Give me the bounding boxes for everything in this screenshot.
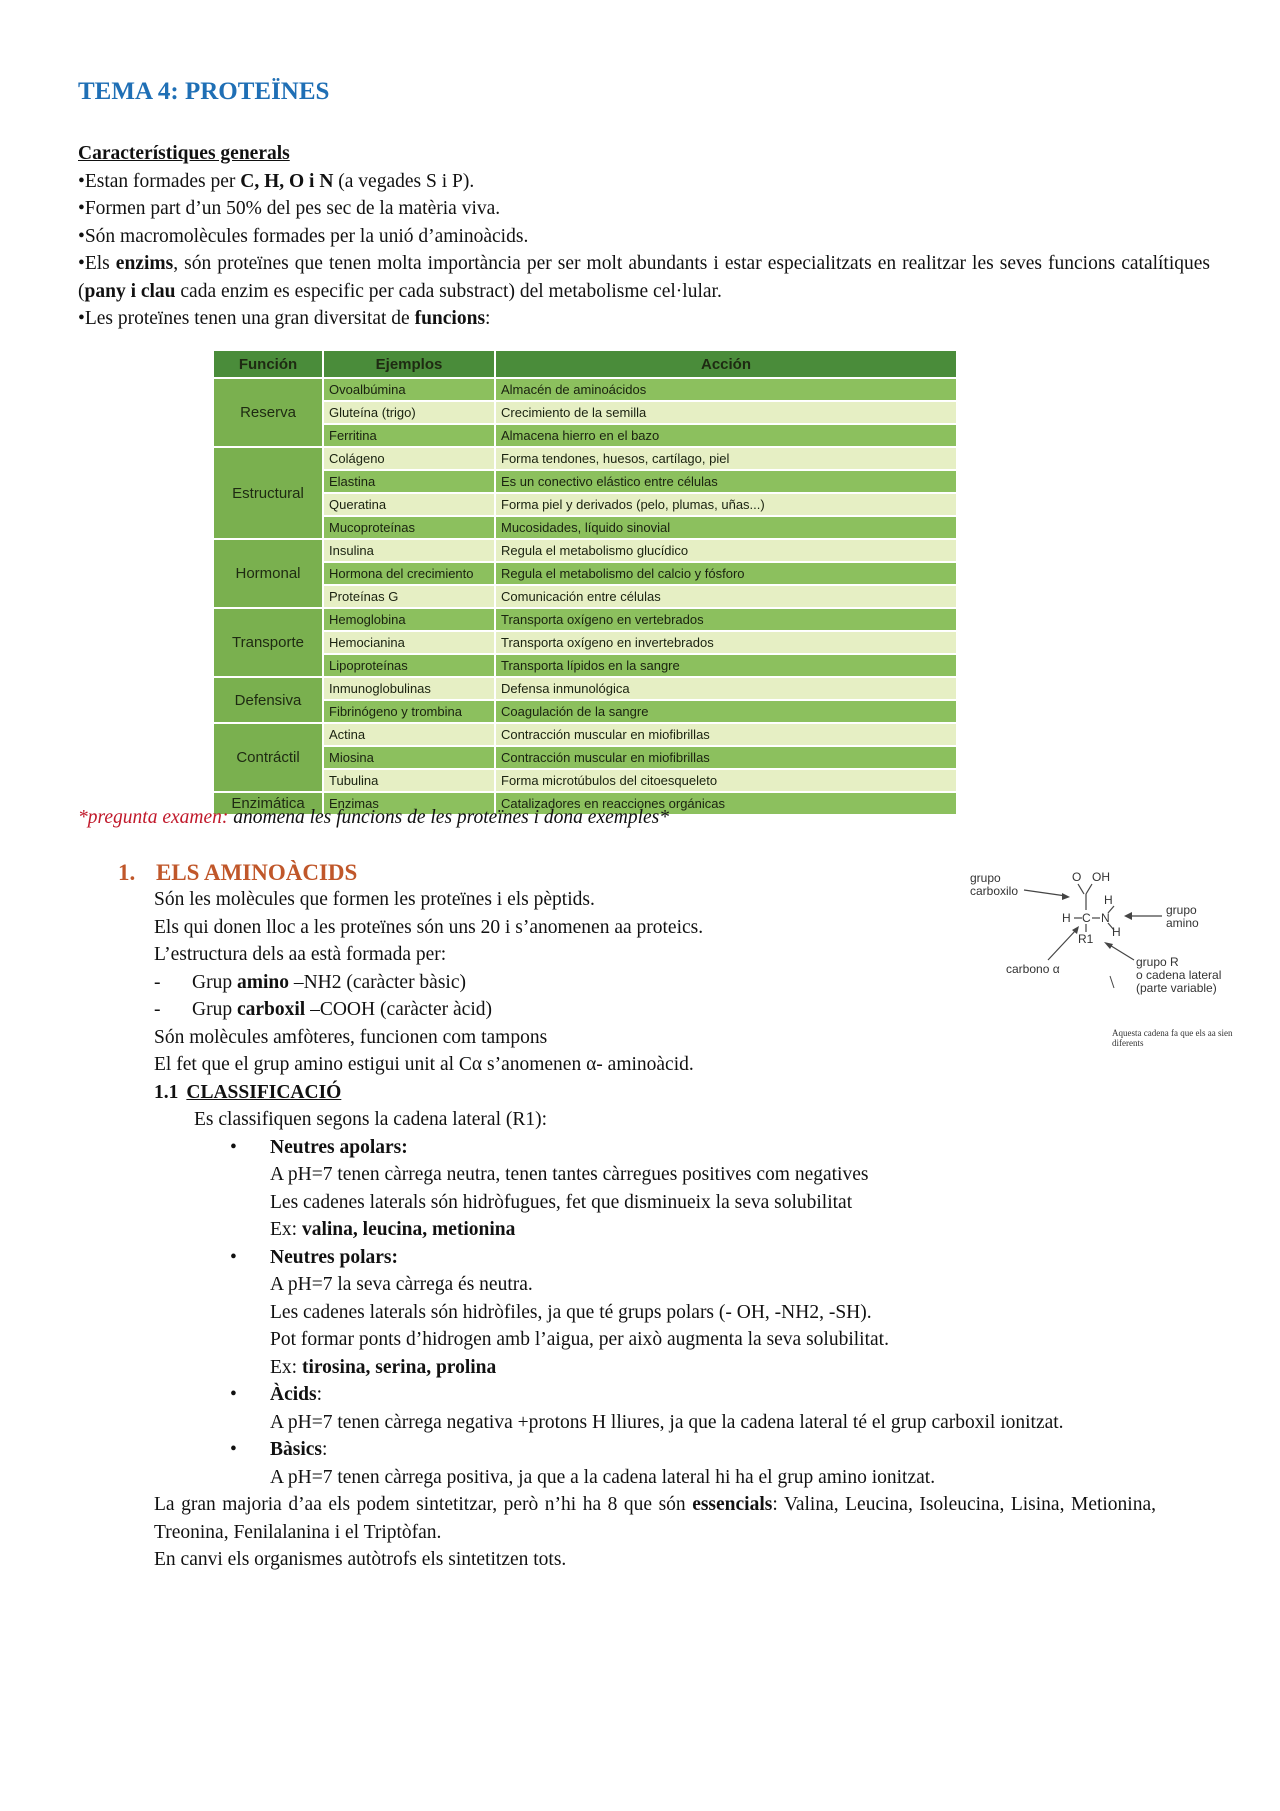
function-cell: Estructural [213,447,323,539]
text-line: Són les molècules que formen les proteïnes i els pèptids. [154,889,595,910]
example-cell: Hormona del crecimiento [323,562,495,585]
bullet-functions: •Les proteïnes tenen una gran diversitat de funcions: [78,308,491,329]
function-cell: Enzimática [213,792,323,815]
example-cell: Fibrinógeno y trombina [323,700,495,723]
function-cell: Reserva [213,378,323,447]
page-title: TEMA 4: PROTEÏNES [78,78,330,105]
amino-acids-section: Són les molècules que formen les proteïnes i els pèptids. Els qui donen lloc a les proteïnes són uns 20 i s’anomenen aa proteics. L’estructura dels aa està formada per: - Grup amino –NH2 (caràcter bàsic) - Grup carboxil –COOH (caràcter àcid) Són molècules amfòteres, funcionen com tampons El fet que el grup amino estigui unit al Cα s’anomenen α- aminoàcid. 1.1 CLASSIFICACIÓ Es classifiquen segons la cadena lateral (R1): • Neutres apolars: A pH=7 tenen càrrega neutra, tenen tantes càrregues positives com negatives Les cadenes laterals són hidròfugues, fet que disminueix la seva solubilitat Ex: valina, leucina, metionina • Neutres polars: A pH=7 la seva càrrega és neutra. Les cadenes laterals són hidròfiles, ja que té grups polars (- OH, -NH2, -SH). Pot formar ponts d’hidrogen amb l’aigua, per això augmenta la seva solubilitat. Ex: tirosina, serina, prolina • Àcids: A pH=7 tenen càrrega negativa +protons H lliures, ja que la cadena lateral té el grup carboxil ionitzat. • Bàsics: A pH=7 tenen càrrega positiva, ja que a la cadena lateral hi ha el grup amino ionitzat. La gran majoria d’aa els podem sintetitzar, però n’hi ha 8 que són essencials: Valina, Leucina, Isoleucina, Lisina, Metionina, Treonina, Fenilalanina i el Triptòfan. En canvi els organismes autòtrofs els sintetitzen tots. [154,886,1170,1574]
bullet-macromolecules: •Són macromolècules formades per la unió d’aminoàcids. [78,225,529,247]
table-body [213,378,957,815]
function-cell: Contráctil [213,723,323,792]
example-cell: Colágeno [323,447,495,470]
essential-amino-acids: La gran majoria d’aa els podem sintetitzar, però n’hi ha 8 que són essencials: Valina, Leucina, Isoleucina, Lisina, Metionina, Treonina, Fenilalanina i el Triptòfan. [154,1494,1157,1543]
example-cell: Actina [323,723,495,746]
label-grupo-r: grupo R o cadena lateral (parte variable) [1136,955,1222,995]
example-cell: Queratina [323,493,495,516]
header-ejemplos: Ejemplos [323,350,495,378]
action-cell: Mucosidades, líquido sinovial [495,516,957,539]
table-row [213,493,957,516]
table-row [213,631,957,654]
table-row [213,562,957,585]
table-row [213,746,957,769]
action-cell: Forma microtúbulos del citoesqueleto [495,769,957,792]
header-funcion: Función [213,350,323,378]
table-row [213,539,957,562]
exam-question-note: *pregunta examen: anomena les funcions de les proteïnes i dona exemples* [78,807,670,828]
action-cell: Contracción muscular en miofibrillas [495,723,957,746]
action-cell: Almacén de aminoácidos [495,378,957,401]
action-cell: Transporta oxígeno en vertebrados [495,608,957,631]
section-heading: Característiques generals [78,143,290,164]
label-carbono-alfa: carbono α [1006,962,1060,976]
text-line: Els qui donen lloc a les proteïnes són uns 20 i s’anomenen aa proteics. [154,916,704,938]
example-cell: Insulina [323,539,495,562]
action-cell: Crecimiento de la semilla [495,401,957,424]
action-cell: Regula el metabolismo del calcio y fósforo [495,562,957,585]
action-cell: Forma piel y derivados (pelo, plumas, uñas...) [495,493,957,516]
table-row [213,608,957,631]
table-row [213,677,957,700]
example-cell: Hemoglobina [323,608,495,631]
header-accion: Acción [495,350,957,378]
example-cell: Tubulina [323,769,495,792]
table-row [213,654,957,677]
example-cell: Ovoalbúmina [323,378,495,401]
action-cell: Forma tendones, huesos, cartílago, piel [495,447,957,470]
amino-acid-structure-diagram: grupo carboxilo O OH H H C N H R1 grupo amino carbono α grupo R o cadena lateral (parte variable) Aquesta cadena fa que els aa sien diferents [944,860,1274,1060]
section-heading-amino-acids: 1. ELS AMINOÀCIDS [118,860,358,885]
text-line: En canvi els organismes autòtrofs els sintetitzen tots. [154,1549,567,1570]
example-cell: Proteínas G [323,585,495,608]
table-row [213,378,957,401]
list-item-amino: - Grup amino –NH2 (caràcter bàsic) [154,971,466,993]
table-row [213,723,957,746]
action-cell: Defensa inmunológica [495,677,957,700]
action-cell: Transporta lípidos en la sangre [495,654,957,677]
general-characteristics [78,140,1210,333]
label-grupo-carboxilo: grupo carboxilo [970,871,1019,898]
example-cell: Inmunoglobulinas [323,677,495,700]
example-cell: Mucoproteínas [323,516,495,539]
action-cell: Regula el metabolismo glucídico [495,539,957,562]
action-cell: Coagulación de la sangre [495,700,957,723]
table-row [213,516,957,539]
table-row [213,401,957,424]
action-cell: Almacena hierro en el bazo [495,424,957,447]
action-cell: Comunicación entre células [495,585,957,608]
bullet-acids: • Àcids: [230,1384,323,1405]
example-cell: Elastina [323,470,495,493]
handwritten-note: Aquesta cadena fa que els aa sien diferents [1112,1028,1233,1048]
classification-intro: Es classifiquen segons la cadena lateral (R1): [194,1109,548,1130]
table-row [213,700,957,723]
text-line: L’estructura dels aa està formada per: [154,944,447,965]
example-cell: Miosina [323,746,495,769]
table-row [213,447,957,470]
table-row [213,424,957,447]
table-row [213,470,957,493]
action-cell: Contracción muscular en miofibrillas [495,746,957,769]
text-line: Són molècules amfòteres, funcionen com tampons [154,1026,548,1048]
function-cell: Hormonal [213,539,323,608]
table-row [213,585,957,608]
bullet-polar: • Neutres polars: [230,1246,398,1268]
subsection-heading-classification: 1.1 CLASSIFICACIÓ [154,1081,342,1103]
bullet-apolar: • Neutres apolars: [230,1136,408,1158]
bullet-enzymes: •Els enzims, són proteïnes que tenen molta importància per ser molt abundants i estar especialitzats en realitzar les seves funcions catalítiques (pany i clau cada enzim es especific per cada substract) del metabolisme cel·lular. [78,253,1211,302]
action-cell: Transporta oxígeno en invertebrados [495,631,957,654]
bullet-dry-weight: •Formen part d’un 50% del pes sec de la matèria viva. [78,198,501,219]
action-cell: Es un conectivo elástico entre células [495,470,957,493]
example-cell: Ferritina [323,424,495,447]
example-cell: Lipoproteínas [323,654,495,677]
function-cell: Defensiva [213,677,323,723]
list-item-carboxyl: - Grup carboxil –COOH (caràcter àcid) [154,999,492,1020]
table-header-row [213,350,957,378]
function-cell: Transporte [213,608,323,677]
action-cell: Catalizadores en reacciones orgánicas [495,792,957,815]
bullet-basics: • Bàsics: [230,1439,328,1460]
example-cell: Enzimas [323,792,495,815]
example-cell: Gluteína (trigo) [323,401,495,424]
protein-functions-table [212,349,958,816]
text-line: El fet que el grup amino estigui unit al Cα s’anomenen α- aminoàcid. [154,1054,694,1075]
table-row [213,769,957,792]
example-cell: Hemocianina [323,631,495,654]
bullet-composition: •Estan formades per C, H, O i N (a vegades S i P). [78,170,475,192]
label-grupo-amino: grupo amino [1166,903,1199,930]
